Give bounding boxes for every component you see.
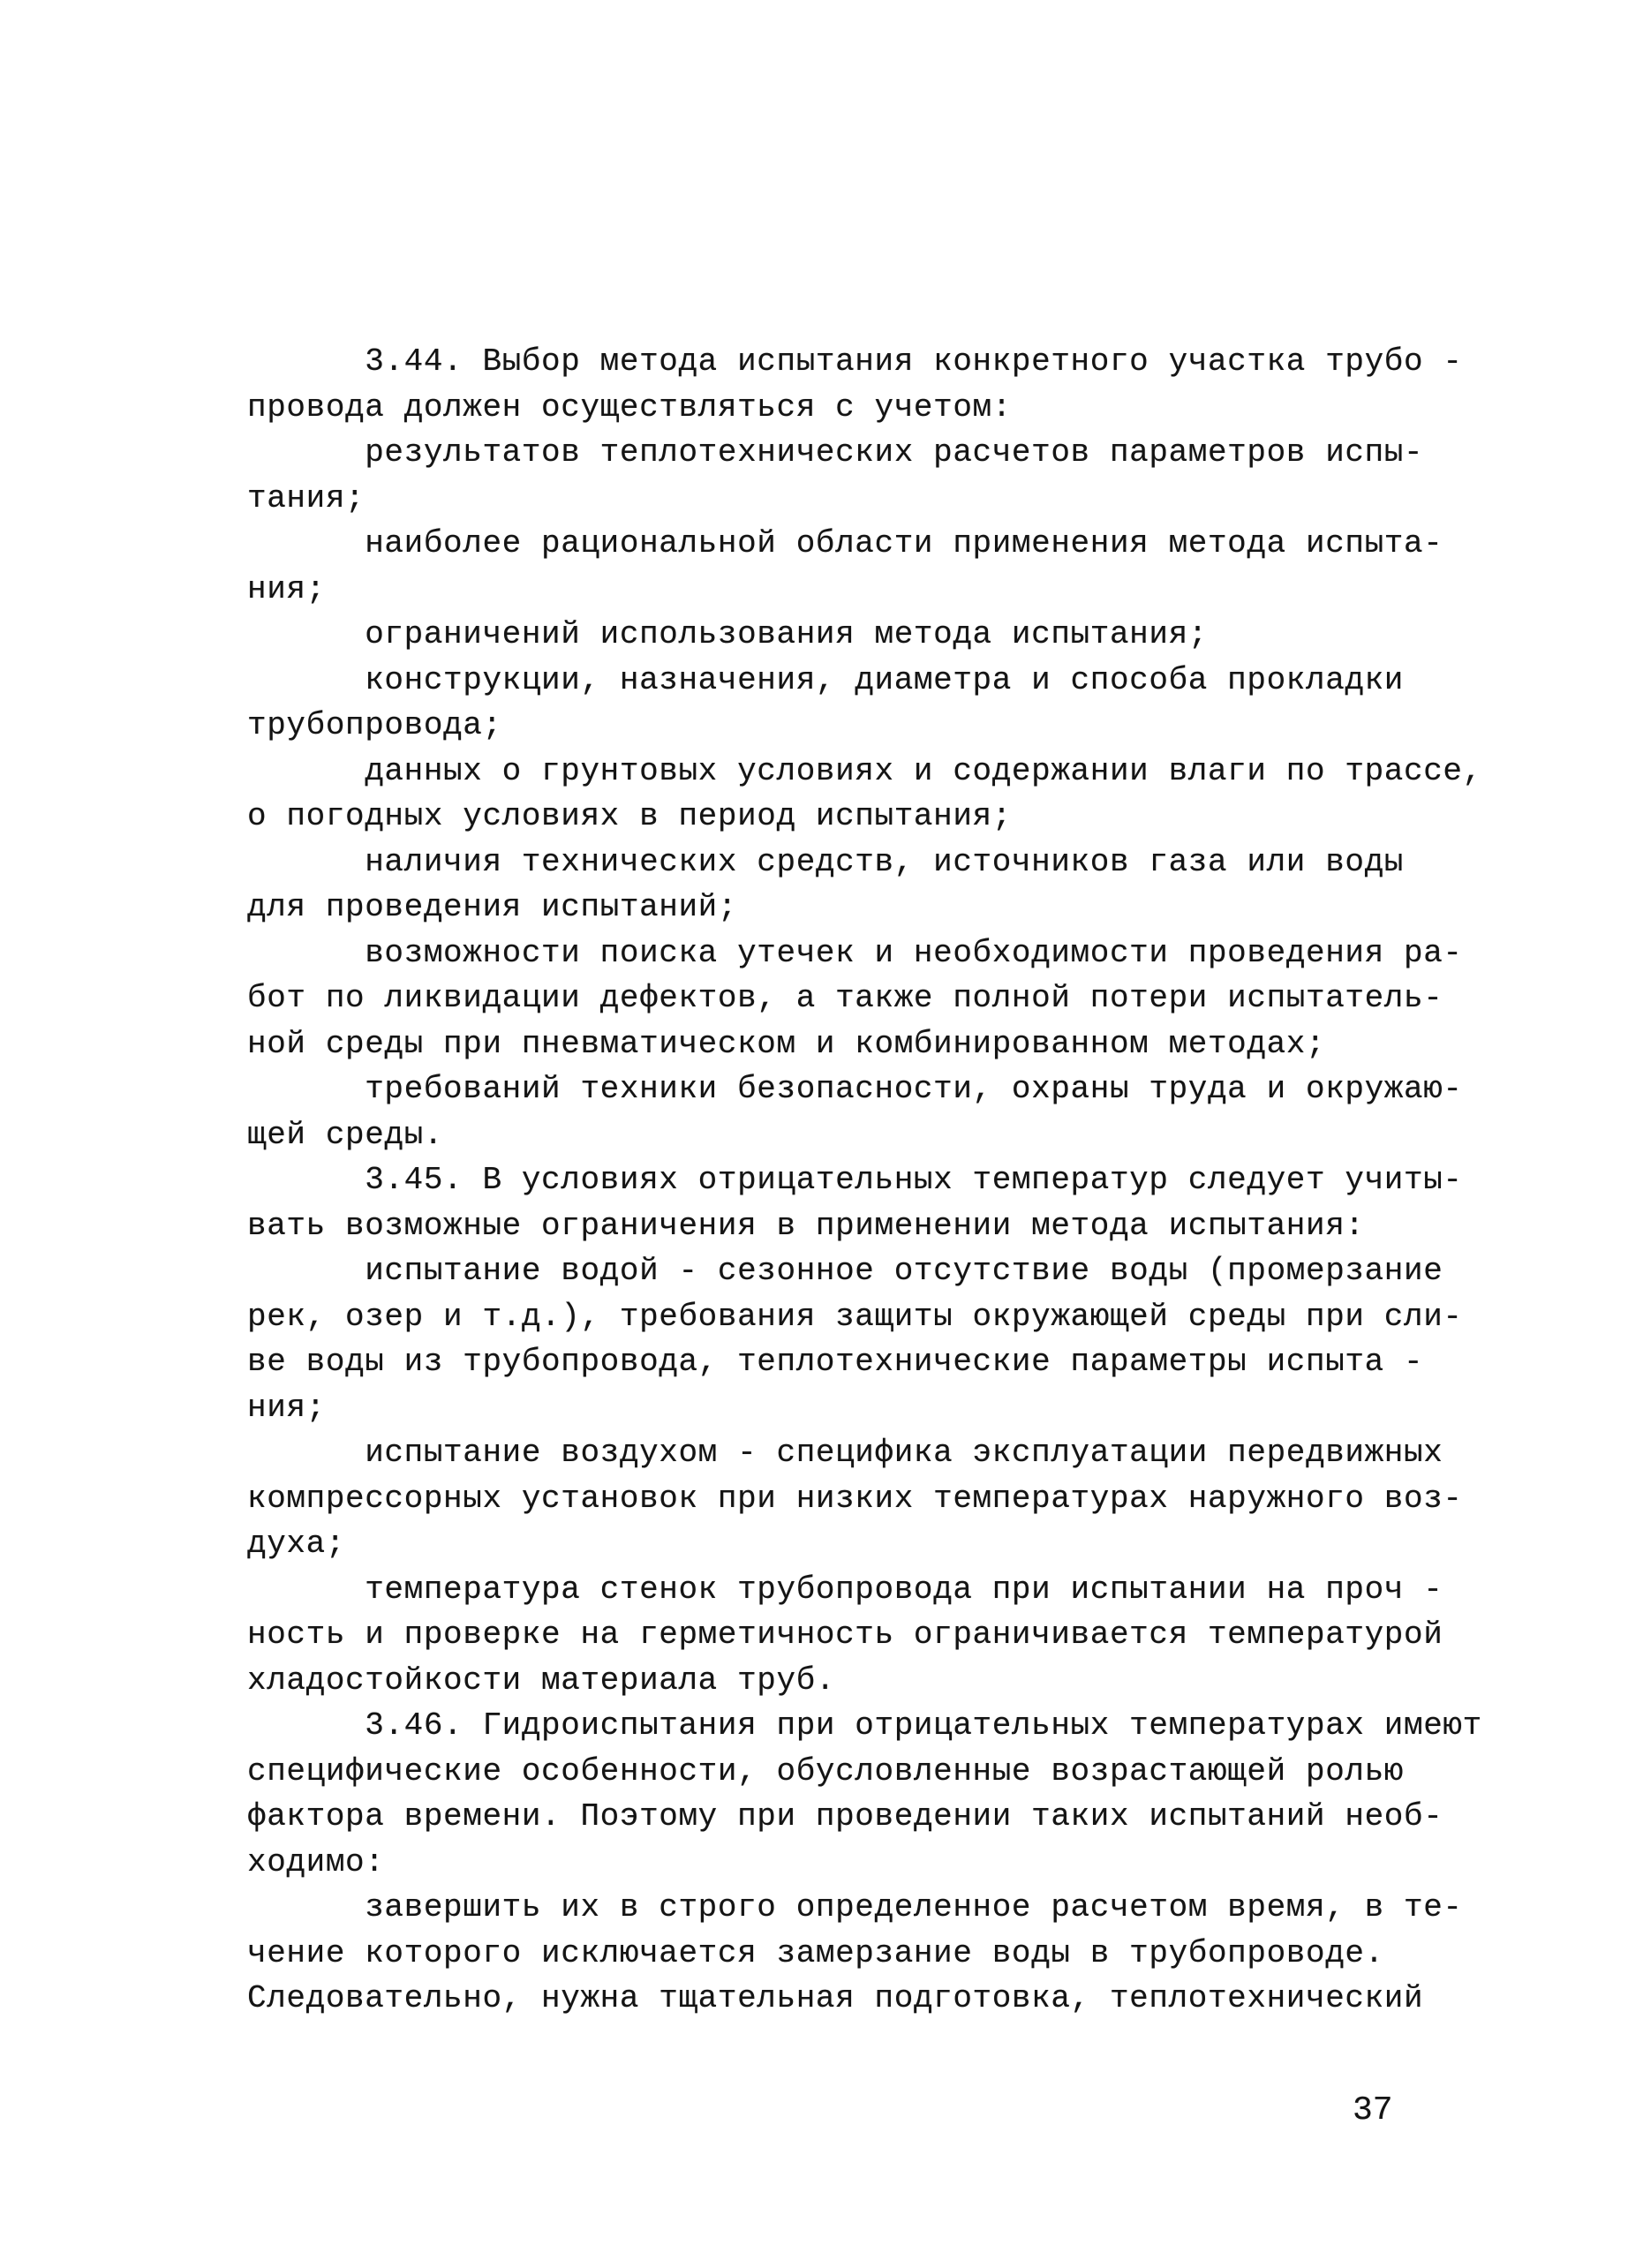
text-line: компрессорных установок при низких температурах наружного воз- xyxy=(247,1481,1463,1517)
text-line: щей среды. xyxy=(247,1117,444,1153)
text-line: данных о грунтовых условиях и содержании влаги по трассе, xyxy=(247,753,1482,789)
text-line: хладостойкости материала труб. xyxy=(247,1662,836,1699)
text-line: конструкции, назначения, диаметра и способа прокладки xyxy=(247,662,1405,698)
text-line: 3.44. Выбор метода испытания конкретного участка трубо - xyxy=(247,343,1463,380)
text-line: завершить их в строго определенное расчетом время, в те- xyxy=(247,1889,1463,1925)
text-line: результатов теплотехнических расчетов параметров испы- xyxy=(247,434,1424,471)
text-line: ходимо: xyxy=(247,1844,385,1880)
text-line: ограничений использования метода испытания; xyxy=(247,616,1208,652)
text-line: ность и проверке на герметичность ограничивается температурой xyxy=(247,1616,1443,1653)
text-line: ния; xyxy=(247,571,326,607)
text-line: ве воды из трубопровода, теплотехнические параметры испыта - xyxy=(247,1344,1424,1380)
text-line: наиболее рациональной области применения метода испыта- xyxy=(247,525,1443,561)
text-line: тания; xyxy=(247,480,366,516)
text-line: наличия технических средств, источников газа или воды xyxy=(247,844,1405,880)
text-line: рек, озер и т.д.), требования защиты окружающей среды при сли- xyxy=(247,1299,1463,1335)
text-line: Следовательно, нужна тщательная подготовка, теплотехнический xyxy=(247,1980,1424,2016)
text-line: испытание воздухом - специфика эксплуатации передвижных xyxy=(247,1435,1443,1471)
text-line: бот по ликвидации дефектов, а также полной потери испытатель- xyxy=(247,980,1443,1016)
text-line: требований техники безопасности, охраны труда и окружаю- xyxy=(247,1071,1463,1107)
text-line: ной среды при пневматическом и комбинированном методах; xyxy=(247,1026,1326,1062)
page-number: 37 xyxy=(1353,2091,1393,2129)
text-line: температура стенок трубопровода при испытании на проч - xyxy=(247,1571,1443,1608)
text-line: 3.45. В условиях отрицательных температур следует учиты- xyxy=(247,1162,1463,1198)
text-line: вать возможные ограничения в применении метода испытания: xyxy=(247,1208,1365,1244)
text-line: духа; xyxy=(247,1526,346,1562)
text-line: о погодных условиях в период испытания; xyxy=(247,798,1012,834)
text-line: специфические особенности, обусловленные возрастающей ролью xyxy=(247,1753,1405,1790)
text-line: ния; xyxy=(247,1390,326,1426)
text-line: провода должен осуществляться с учетом: xyxy=(247,389,1012,426)
text-line: испытание водой - сезонное отсутствие воды (промерзание xyxy=(247,1253,1443,1289)
text-line: для проведения испытаний; xyxy=(247,889,738,925)
text-line: возможности поиска утечек и необходимости проведения ра- xyxy=(247,935,1463,971)
text-line: трубопровода; xyxy=(247,707,502,743)
text-line: чение которого исключается замерзание воды в трубопроводе. xyxy=(247,1935,1384,1971)
text-line: 3.46. Гидроиспытания при отрицательных температурах имеют xyxy=(247,1707,1482,1744)
text-line: фактора времени. Поэтому при проведении таких испытаний необ- xyxy=(247,1798,1443,1835)
